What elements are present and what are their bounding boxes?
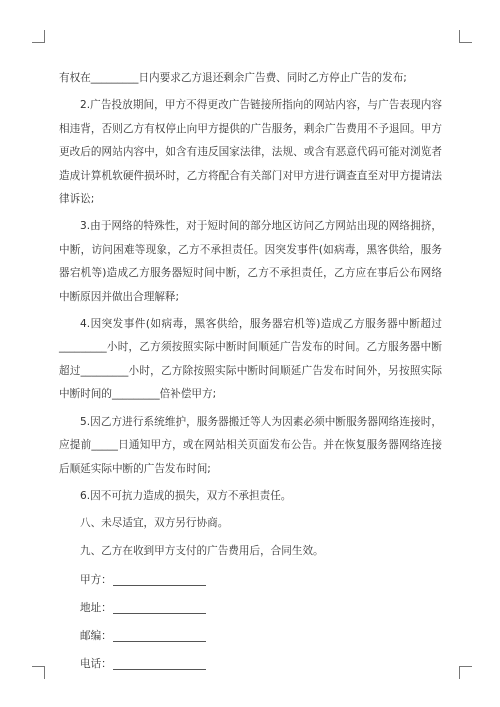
section-nine: 九、乙方在收到甲方支付的广告费用后，合同生效。: [80, 544, 324, 557]
paragraph-refund-clause: 有权在_________日内要求乙方退还剩余广告费、同时乙方停止广告的发布;: [59, 72, 407, 84]
signature-block: [59, 567, 442, 679]
party-a-label: 甲方：: [80, 574, 112, 587]
document-body: [59, 67, 442, 679]
phone-label: 电话：: [80, 658, 112, 671]
address-blank-line: [113, 604, 206, 614]
signature-row-party-a: [59, 567, 442, 595]
crop-mark-bottom-right: [459, 666, 472, 679]
address-label: 地址：: [80, 602, 112, 615]
party-a-blank-line: [113, 576, 206, 586]
paragraph-clause-5: 5.因乙方进行系统维护，服务器搬迁等人为因素必须中断服务器网络连接时，应提前_____日通知甲方，或在网站相关页面发布公告。并在恢复服务器网络连接后顺延实际中断的广告发布时间;: [59, 415, 442, 475]
crop-mark-top-right: [459, 30, 472, 43]
postcode-label: 邮编：: [80, 630, 112, 643]
signature-row-postcode: [59, 623, 442, 651]
crop-mark-top-left: [32, 30, 45, 43]
paragraph-clause-3: 3.由于网络的特殊性，对于短时间的部分地区访问乙方网站出现的网络拥挤，中断，访问困难等现象，乙方不承担责任。因突发事件(如病毒，黑客供给，服务器宕机等)造成乙方服务器短时间中断，乙方不承担责任，乙方应在事后公布网络中断原因并做出合理解释;: [59, 220, 442, 303]
paragraph-clause-2: 2.广告投放期间，甲方不得更改广告链接所指向的网站内容，与广告表现内容相违背，否则乙方有权停止向甲方提供的广告服务，剩余广告费用不予退回。甲方更改后的网站内容中，如含有违反国家法律，法规、或含有恶意代码可能对浏览者造成计算机软硬件损坏时，乙方将配合有关部门对甲方进行调查直至对甲方提请法律诉讼;: [59, 99, 442, 206]
postcode-blank-line: [113, 632, 206, 642]
paragraph-clause-6: 6.因不可抗力造成的损失，双方不承担责任。: [80, 489, 292, 502]
phone-blank-line: [113, 660, 206, 670]
signature-row-phone: [59, 651, 442, 679]
crop-mark-bottom-left: [32, 666, 45, 679]
section-eight: 八、未尽适宜，双方另行协商。: [80, 517, 229, 530]
signature-row-address: [59, 595, 442, 623]
paragraph-clause-4: 4.因突发事件(如病毒，黑客供给，服务器宕机等)造成乙方服务器中断超过_________小时，乙方须按照实际中断时间顺延广告发布的时间。乙方服务器中断超过_________小时，乙方除按照实际中断时间顺延广告发布时间外，另按照实际中断时间的_________倍补偿甲方;: [59, 318, 442, 401]
